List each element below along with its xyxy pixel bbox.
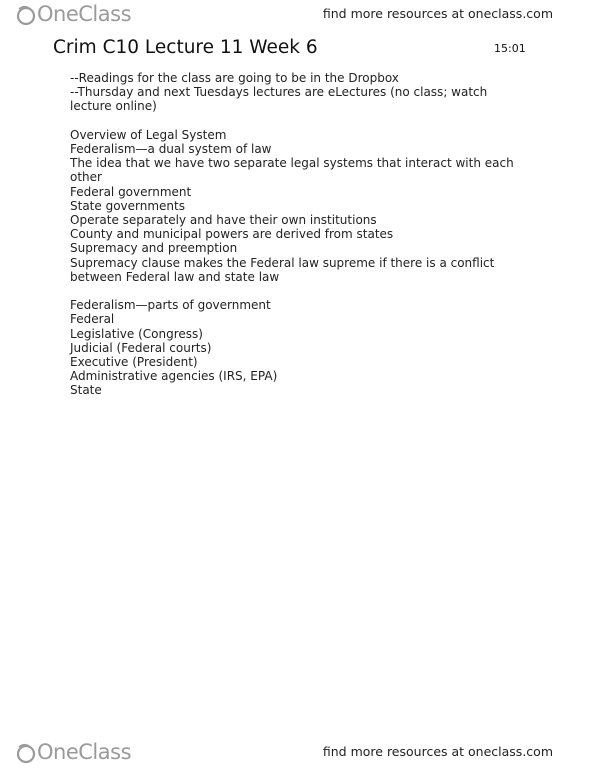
oneclass-logo[interactable] [16, 2, 131, 26]
page-footer [0, 738, 595, 768]
logo-text: OneClass [37, 740, 132, 764]
note-line: Administrative agencies (IRS, EPA) [70, 369, 278, 384]
note-line: between Federal law and state law [70, 269, 280, 284]
blank-line [70, 284, 520, 298]
oneclass-logo-icon [16, 4, 36, 24]
logo-text: OneClass [37, 2, 132, 26]
page-header [0, 0, 595, 30]
blank-line [70, 114, 520, 128]
document-title: Crim C10 Lecture 11 Week 6 [53, 37, 318, 58]
note-line: State governments [70, 198, 185, 213]
note-line: other [70, 170, 102, 185]
header-tagline-link[interactable]: find more resources at oneclass.com [322, 6, 553, 21]
note-line: lecture online) [70, 99, 157, 114]
oneclass-logo-footer[interactable] [16, 740, 131, 764]
note-line: Overview of Legal System [70, 127, 227, 142]
note-line: Supremacy clause makes the Federal law supreme if there is a conflict [70, 255, 495, 270]
note-line: County and municipal powers are derived from states [70, 227, 394, 242]
lecture-notes [70, 71, 520, 398]
note-line: Federal government [70, 184, 192, 199]
note-line: Federalism—parts of government [70, 298, 271, 313]
footer-tagline-link[interactable]: find more resources at oneclass.com [322, 744, 553, 759]
note-line: Operate separately and have their own institutions [70, 213, 377, 228]
note-line: Federal [70, 312, 115, 327]
note-line: Supremacy and preemption [70, 241, 238, 256]
note-line: --Readings for the class are going to be in the Dropbox [70, 71, 399, 85]
document-time: 15:01 [494, 42, 526, 55]
note-line: Executive (President) [70, 355, 198, 370]
oneclass-logo-icon [16, 742, 36, 762]
note-line: Judicial (Federal courts) [70, 340, 212, 355]
note-line: Legislative (Congress) [70, 326, 203, 341]
note-line: State [70, 383, 102, 398]
note-line: Federalism—a dual system of law [70, 142, 272, 156]
note-line: The idea that we have two separate legal systems that interact with each [70, 156, 514, 171]
note-line: --Thursday and next Tuesdays lectures are eLectures (no class; watch [70, 85, 488, 100]
